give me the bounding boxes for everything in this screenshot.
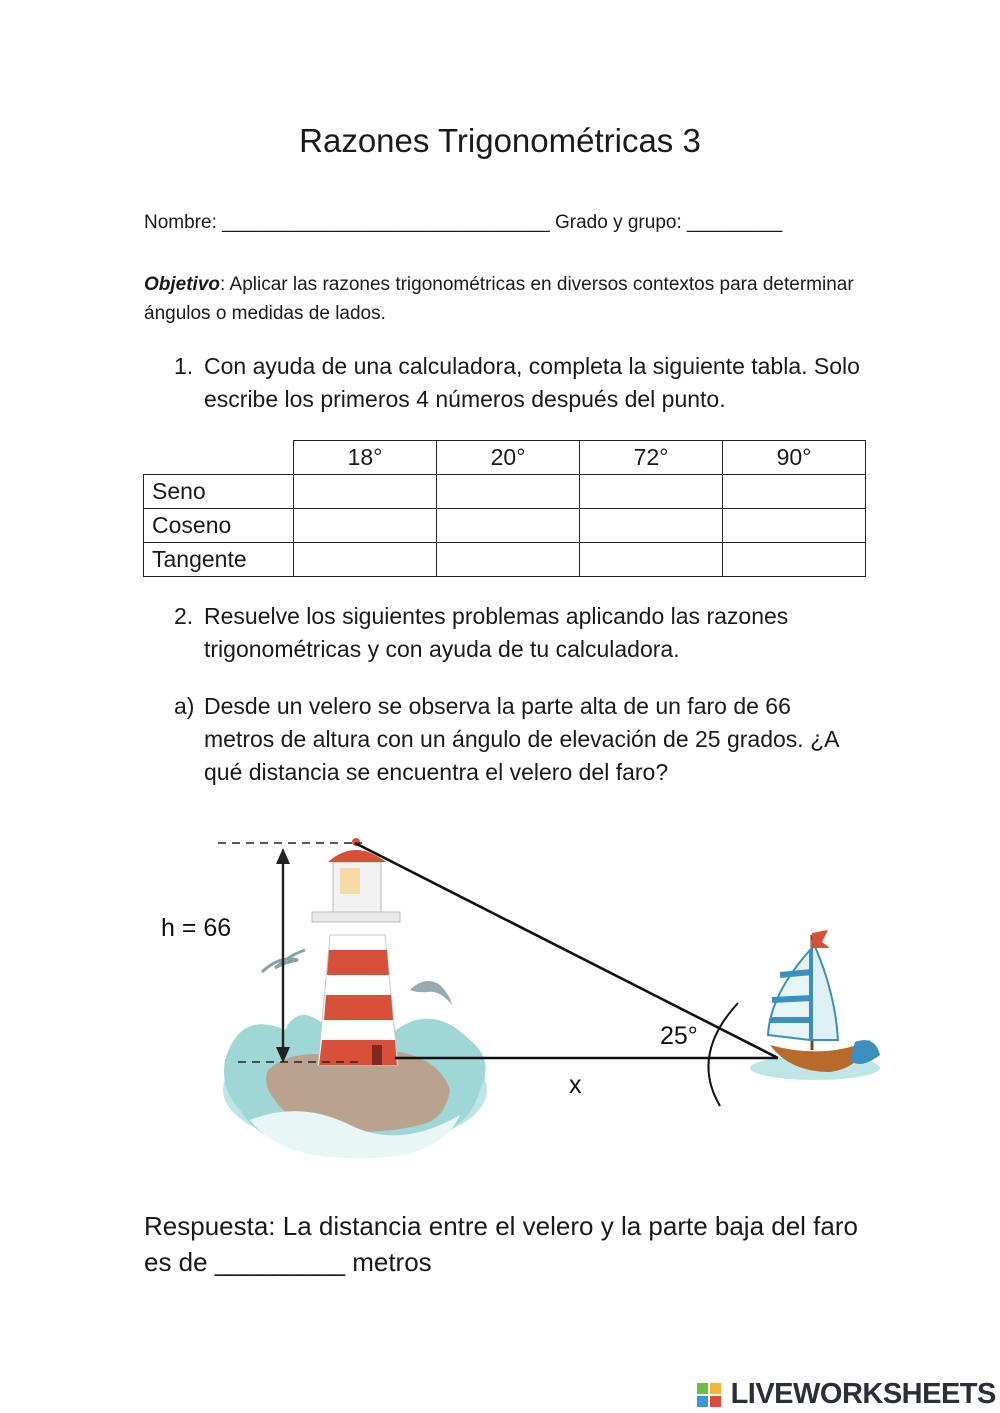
answer-unit: metros (352, 1247, 432, 1277)
height-label: h = 66 (161, 914, 232, 942)
page-title: Razones Trigonométricas 3 (299, 122, 701, 159)
instruction-2-number: 2. (174, 603, 194, 629)
table-col-header: 20° (437, 441, 580, 475)
problem-a-text: Desde un velero se observa la parte alta de un faro de 66 metros de altura con un ángulo de elevación de 25 grados. ¿A qué distancia se encuentra el velero del faro? (204, 693, 839, 785)
arrow-up-icon (276, 848, 290, 864)
logo-icon (697, 1383, 723, 1407)
liveworksheets-logo (697, 1378, 996, 1411)
group-blank[interactable]: _________ (687, 212, 783, 233)
instruction-1-text: Con ayuda de una calculadora, completa la siguiente tabla. Solo escribe los primeros 4 números después del punto. (204, 353, 860, 412)
objective-label: Objetivo (144, 274, 221, 295)
table-row-label: Coseno (144, 509, 294, 543)
angle-label: 25° (660, 1022, 698, 1050)
answer-line (144, 1208, 864, 1280)
name-label: Nombre: (144, 212, 217, 233)
name-blank[interactable]: _______________________________ (222, 212, 550, 233)
objective-text: : Aplicar las razones trigonométricas en diversos contextos para determinar ángulos o medidas de lados. (144, 274, 854, 324)
instruction-2-text: Resuelve los siguientes problemas aplicando las razones trigonométricas y con ayuda de tu calculadora. (204, 603, 789, 662)
logo-text: LIVEWORKSHEETS (730, 1378, 996, 1410)
answer-text: Respuesta: La distancia entre el velero y la parte baja del faro es de (144, 1211, 858, 1277)
angle-arc (708, 1003, 738, 1106)
group-label: Grado y grupo: (555, 212, 682, 233)
table-col-header: 90° (723, 441, 866, 475)
table-col-header: 18° (294, 441, 437, 475)
bird-icon (410, 981, 452, 1005)
instruction-1-number: 1. (174, 353, 194, 379)
table-row-label: Seno (144, 475, 294, 509)
table-col-header: 72° (580, 441, 723, 475)
answer-blank[interactable]: _________ (214, 1247, 345, 1277)
lighthouse-icon (312, 838, 400, 1065)
base-label: x (569, 1071, 582, 1099)
table-row-label: Tangente (144, 543, 294, 577)
problem-a-letter: a) (174, 693, 195, 719)
